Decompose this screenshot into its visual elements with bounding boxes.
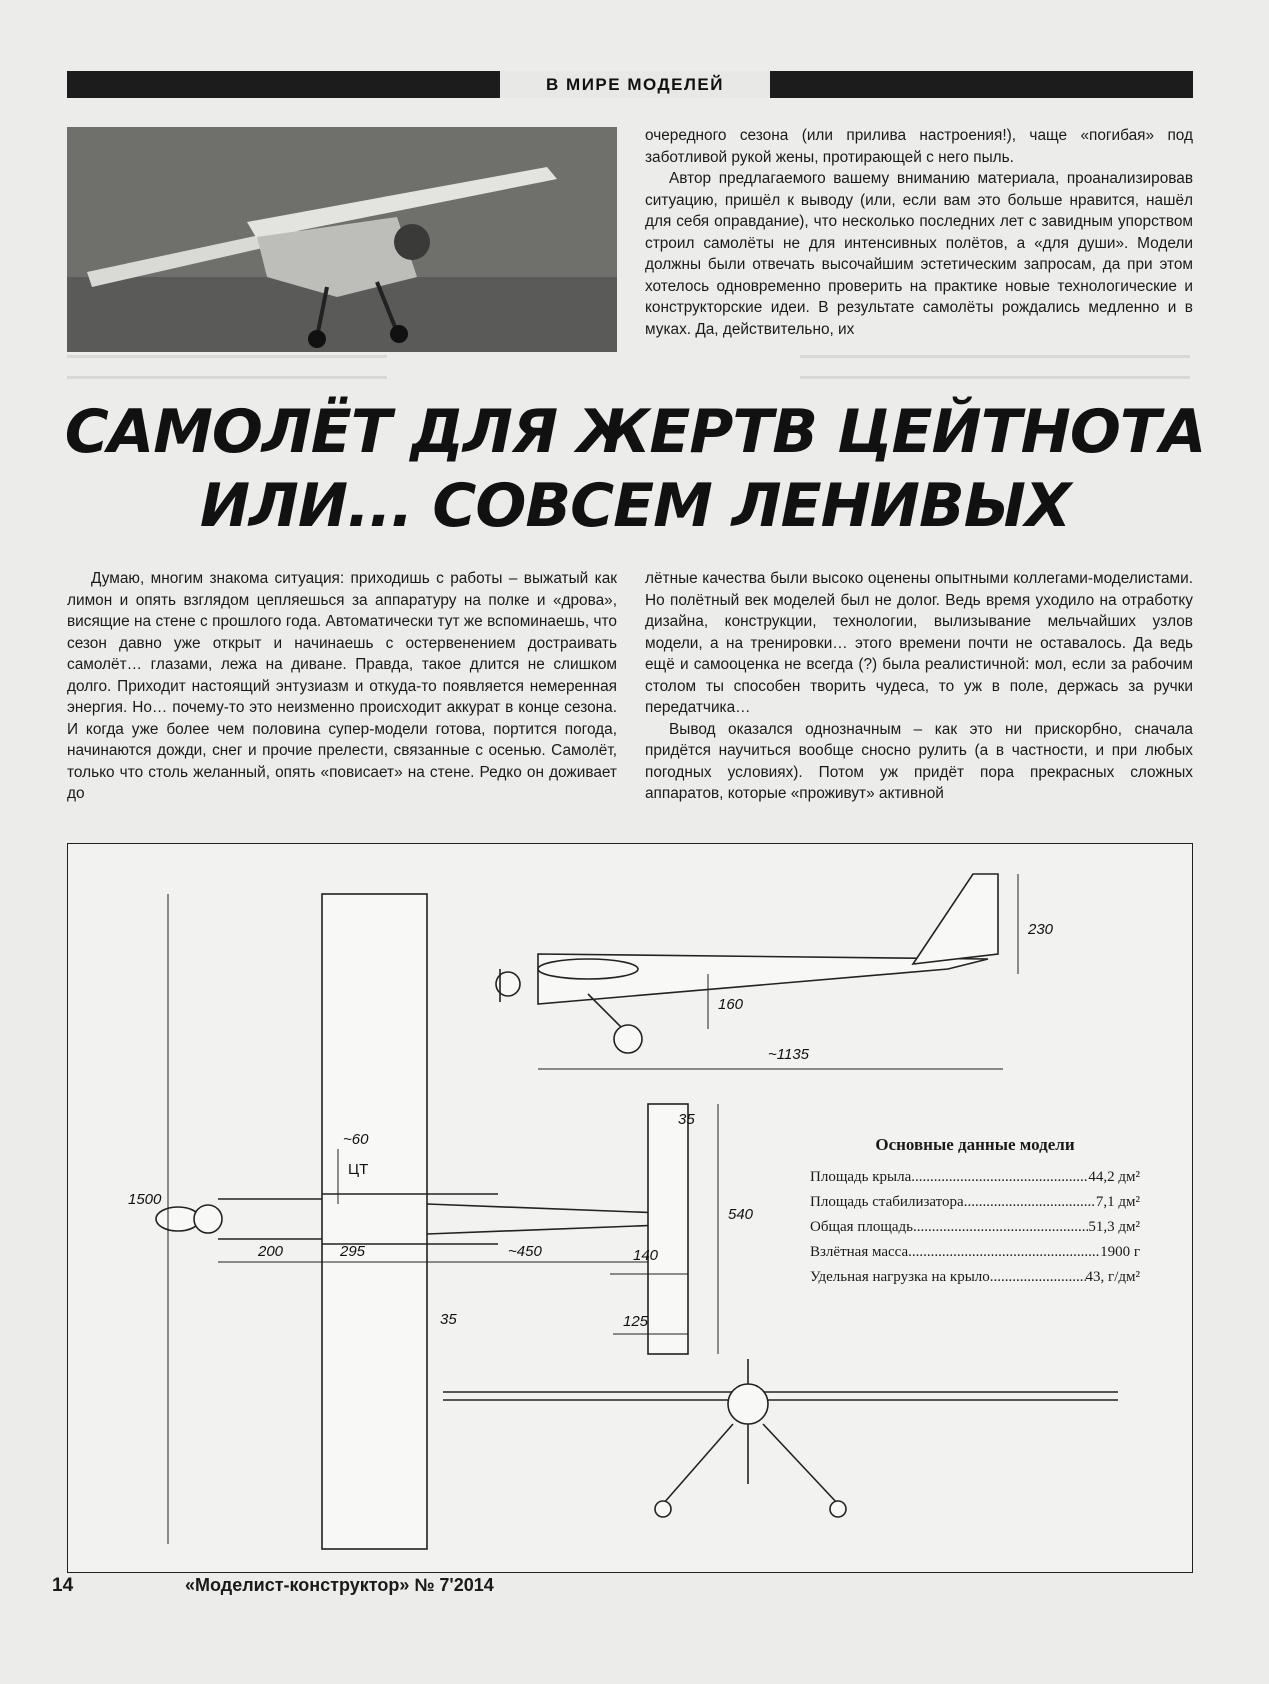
spec-label: Площадь крыла [810, 1169, 912, 1185]
intro-right-column [645, 125, 1193, 340]
specs-title: Основные данные модели [875, 1135, 1075, 1154]
spec-label: Удельная нагрузка на крыло [810, 1269, 990, 1285]
dim-1500: 1500 [128, 1191, 162, 1208]
dim-125: 125 [623, 1313, 649, 1330]
body-left-p1: Думаю, многим знакома ситуация: приходишь с работы – выжатый как лимон и опять взглядом цепляешься за аппаратуру на полке и «дрова», висящие на стене с прошлого года. Автоматически тут же вспоминаешь, что сезон давно уже открыт и начинаешь с остервенением достраивать самолёт… глазами, лежа на диване. Правда, такое длится не слишком долго. Приходит настоящий энтузиазм и откуда-то появляется немеренная энергия. Но… почему-то это неизменно происходит аккурат в конце сезона. И когда уже более чем половина супер-модели готова, портится погода, начинаются дожди, снег и прочие прелести, связанные с осенью. Самолёт, только что столь желанный, опять «повисает» на стене. Редко он доживает до [67, 570, 617, 802]
dim-60: ~60 [343, 1131, 369, 1148]
spec-label: Взлётная масса [810, 1244, 909, 1260]
spec-value: 44,2 дм² [1088, 1169, 1140, 1185]
front-view [443, 1359, 1118, 1517]
spec-row [810, 1215, 1140, 1240]
model-photo [67, 127, 617, 352]
spec-value: 43, г/дм² [1085, 1269, 1140, 1285]
dim-35-top: 35 [678, 1111, 695, 1128]
body-left-column [67, 568, 617, 805]
dim-295: 295 [340, 1243, 366, 1260]
dim-450: ~450 [508, 1243, 542, 1260]
magazine-issue: «Моделист-конструктор» № 7'2014 [185, 1575, 494, 1595]
spec-value: 1900 г [1100, 1244, 1140, 1260]
spec-row [810, 1265, 1140, 1290]
headline-line1: САМОЛЁТ ДЛЯ ЖЕРТВ ЦЕЙТНОТА [64, 397, 1206, 467]
spec-row [810, 1240, 1140, 1265]
spec-label: Общая площадь [810, 1219, 914, 1235]
left-margin-bleed [67, 355, 387, 395]
intro-right-p2: Автор предлагаемого вашему вниманию материала, проанализировав ситуацию, пришёл к выводу (или, если вам это больше нравится, нашёл для себя оправдание), что несколько последних лет с завидным упорством строил самолёты не для интенсивных полётов, а «для души». Модели должны были отвечать высочайшим эстетическим запросам, да при этом хотелось одновременно проверить на практике новые технологические и конструкторские идеи. В результате самолёты рождались медленно и в муках. Да, действительно, их [645, 170, 1193, 338]
dim-230: 230 [1028, 921, 1054, 938]
spec-row [810, 1190, 1140, 1215]
dim-140: 140 [633, 1247, 659, 1264]
rubric-label: В МИРЕ МОДЕЛЕЙ [500, 71, 770, 98]
dim-160: 160 [718, 996, 744, 1013]
dim-540: 540 [728, 1206, 754, 1223]
body-right-p2: Вывод оказался однозначным – как это ни прискорбно, сначала придётся научиться вообще сносно рулить (а в частности, и при любых погодных условиях). Потом уж придёт пора прекрасных сложных аппаратов, которые «проживут» активной [645, 720, 1193, 802]
intro-right-p1: очередного сезона (или прилива настроения!), чаще «погибая» под заботливой рукой жены, протирающей с него пыль. [645, 127, 1193, 166]
dim-1135: ~1135 [768, 1046, 810, 1063]
spec-label: Площадь стабилизатора [810, 1194, 964, 1210]
right-margin-bleed [800, 355, 1190, 395]
spec-value: 51,3 дм² [1088, 1219, 1140, 1235]
dim-200: 200 [258, 1243, 284, 1260]
fuselage-side-view [496, 874, 998, 1053]
body-right-column [645, 568, 1193, 805]
body-right-p1: лётные качества были высоко оценены опытными коллегами-моделистами. Но полётный век моделей был не долог. Ведь время уходило на отработку дизайна, конструкции, технологии, вылизывание мельчайших узлов модели, а на тренировки… этого времени почти не оставалось. Да ведь ещё и самооценка не всегда (?) была реалистичной: мол, если за рабочим столом ты способен творить чудеса, то уж в поле, держась за ручки передатчика… [645, 570, 1193, 716]
headline-line2: ИЛИ... СОВСЕМ ЛЕНИВЫХ [199, 471, 1071, 541]
dim-ct: ЦТ [348, 1161, 369, 1178]
model-specs [810, 1132, 1140, 1290]
dim-35-bottom: 35 [440, 1311, 457, 1328]
page-number: 14 [52, 1575, 74, 1596]
photo-engine [394, 224, 430, 260]
spec-row [810, 1165, 1140, 1190]
article-headline [40, 395, 1230, 543]
spec-value: 7,1 дм² [1095, 1194, 1140, 1210]
wing-top-view [322, 894, 498, 1549]
